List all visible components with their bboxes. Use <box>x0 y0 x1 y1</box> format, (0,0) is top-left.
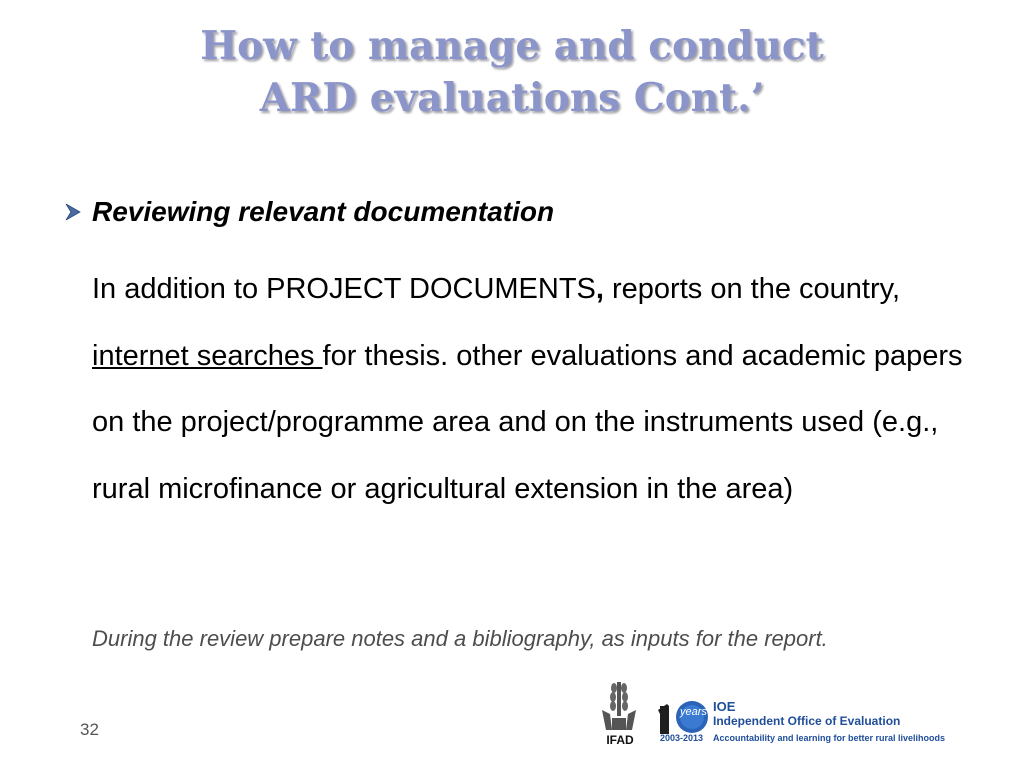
title-line-2: ARD evaluations Cont.’ <box>259 75 765 121</box>
ioe-acronym: IOE <box>713 699 736 714</box>
ioe-years-text: years <box>680 706 707 718</box>
internet-searches-text: internet searches <box>92 339 323 372</box>
slide-title <box>0 20 1024 124</box>
ioe-year-range: 2003-2013 <box>660 733 704 743</box>
body-text-part-1: In addition to PROJECT DOCUMENTS <box>92 273 596 305</box>
bullet-heading: Reviewing relevant documentation <box>92 196 555 227</box>
title-line-1: How to manage and conduct <box>200 23 824 69</box>
body-paragraph <box>92 256 972 522</box>
ifad-label: IFAD <box>606 733 634 747</box>
body-text-comma: , <box>595 273 604 305</box>
body-text-part-3: for thesis. other evaluations and academic papers on the project/programme area and on the instruments used (e.g., rural microfinance or agricultural extension in the area) <box>92 339 963 505</box>
ioe-full-name: Independent Office of Evaluation <box>713 714 901 728</box>
review-note: During the review prepare notes and a bibliography, as inputs for the report. <box>92 626 828 651</box>
ioe-tagline: Accountability and learning for better rural livelihoods <box>713 733 946 743</box>
bullet-item <box>62 196 554 228</box>
arrow-bullet-icon <box>62 201 84 223</box>
body-text-part-2: reports on the country, <box>603 273 901 305</box>
page-number: 32 <box>80 720 99 739</box>
